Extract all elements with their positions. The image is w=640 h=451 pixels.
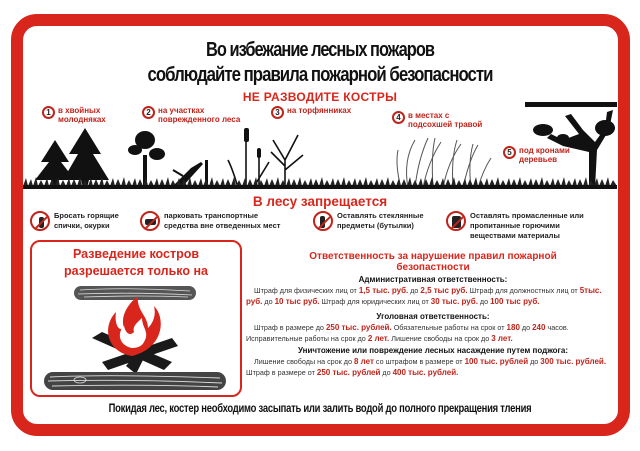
criminal-text: Штраф в размере до 250 тыс. рублей. Обязательные работы на срок от 180 до 240 часов. Исправительные работы на срок до 2 лет. Лишение свободы на срок до 3 лет. xyxy=(246,323,569,343)
highlighted-value: 240 xyxy=(532,323,546,332)
ground-line xyxy=(23,185,617,189)
highlighted-value: 5тыс. руб. xyxy=(246,286,602,306)
place-label-line2: молодняках xyxy=(58,115,106,124)
place-item-tree-crowns xyxy=(503,146,570,164)
place-label-line2: поврежденного леса xyxy=(158,115,241,124)
highlighted-value: 250 тыс. рублей. xyxy=(325,323,392,332)
ban-item-parking: парковать транспортные средства вне отведенных мест xyxy=(140,211,280,231)
firebox-title-line2: разрешается только на xyxy=(64,264,208,278)
highlighted-value: 10 тыс руб. xyxy=(274,297,320,306)
criminal-heading: Уголовная ответственность: xyxy=(376,312,490,321)
administrative-heading: Административная ответственность: xyxy=(358,275,508,284)
highlighted-value: 2 лет. xyxy=(367,334,390,343)
highlighted-value: 400 тыс. рублей. xyxy=(392,368,459,377)
responsibility-title-line1: Ответственность за нарушение правил пожарной xyxy=(309,251,557,262)
number-badge: 5 xyxy=(503,146,516,159)
poster-subtitle: НЕ РАЗВОДИТЕ КОСТРЫ xyxy=(242,90,398,104)
campfire-allowed-box xyxy=(30,240,242,397)
highlighted-value: 250 тыс. рублей xyxy=(316,368,381,377)
footer-instruction: Покидая лес, костер необходимо засыпать или залить водой до полного прекращения тления xyxy=(108,403,532,415)
place-item-peat xyxy=(271,106,351,119)
highlighted-value: 8 лет xyxy=(354,357,374,366)
highlighted-value: 30 тыс. руб. xyxy=(430,297,478,306)
place-label-line1: под кронами xyxy=(519,146,570,155)
highlighted-value: 1,5 тыс. руб. xyxy=(358,286,409,295)
campfire-on-mineralized-strip-illustration xyxy=(32,282,239,394)
number-badge: 4 xyxy=(392,111,405,124)
number-badge: 3 xyxy=(271,106,284,119)
poster-title-line1: Во избежание лесных пожаров xyxy=(206,39,434,61)
top-log-icon xyxy=(74,286,196,300)
highlighted-value: 180 xyxy=(506,323,520,332)
no-matches-icon xyxy=(30,211,50,231)
place-item-dry-grass xyxy=(392,111,482,129)
place-label-line1: в хвойных xyxy=(58,106,101,115)
forbidden-section-title: В лесу запрещается xyxy=(252,194,388,209)
arson-heading: Уничтожение или повреждение лесных насаждение путем поджога: xyxy=(297,346,568,355)
arson-text: Лишение свободы на срок до 8 лет со штрафом в размере от 100 тыс. рублей до 300 тыс. рублей. Штраф в размере от 250 тыс. рублей до 400 тыс. рублей. xyxy=(246,357,607,377)
highlighted-value: 100 тыс руб. xyxy=(490,297,540,306)
poster-title-line2: соблюдайте правила пожарной безопасности xyxy=(147,63,493,86)
place-label-line1: в местах с xyxy=(408,111,450,120)
number-badge: 1 xyxy=(42,106,55,119)
no-car-icon xyxy=(140,211,160,231)
administrative-text: Штраф для физических лиц от 1,5 тыс. руб. до 2,5 тыс руб. Штраф для должностных лиц от 5тыс. руб. до 10 тыс руб. Штраф для юридических лиц от 30 тыс. руб. до 100 тыс руб. xyxy=(246,286,602,306)
bottom-log-icon xyxy=(44,372,226,390)
no-bottle-icon xyxy=(313,211,333,231)
place-label-line2: подсохшей травой xyxy=(408,120,483,129)
responsibility-section xyxy=(246,251,620,378)
ban-item-oily-materials: Оставлять промасленные или пропитанные горючими веществами материалы xyxy=(446,211,584,241)
place-label-line1: на торфянниках xyxy=(287,106,352,115)
place-label-line2: деревьев xyxy=(519,155,558,164)
highlighted-value: 300 тыс. рублей. xyxy=(540,357,607,366)
responsibility-title-line2: безопастности xyxy=(396,262,470,273)
place-item-damaged-forest xyxy=(142,106,240,124)
number-badge: 2 xyxy=(142,106,155,119)
highlighted-value: 100 тыс. рублей xyxy=(464,357,529,366)
no-canister-icon xyxy=(446,211,466,231)
place-label-line1: на участках xyxy=(158,106,205,115)
highlighted-value: 2,5 тыс руб. xyxy=(420,286,468,295)
ban-item-glass: Оставлять стеклянные предметы (бутылки) xyxy=(313,211,424,231)
ban-item-matches: Бросать горящие спички, окурки xyxy=(30,211,119,231)
firebox-title-line1: Разведение костров xyxy=(72,247,200,261)
place-item-conifer xyxy=(42,106,106,124)
highlighted-value: 3 лет. xyxy=(491,334,513,343)
